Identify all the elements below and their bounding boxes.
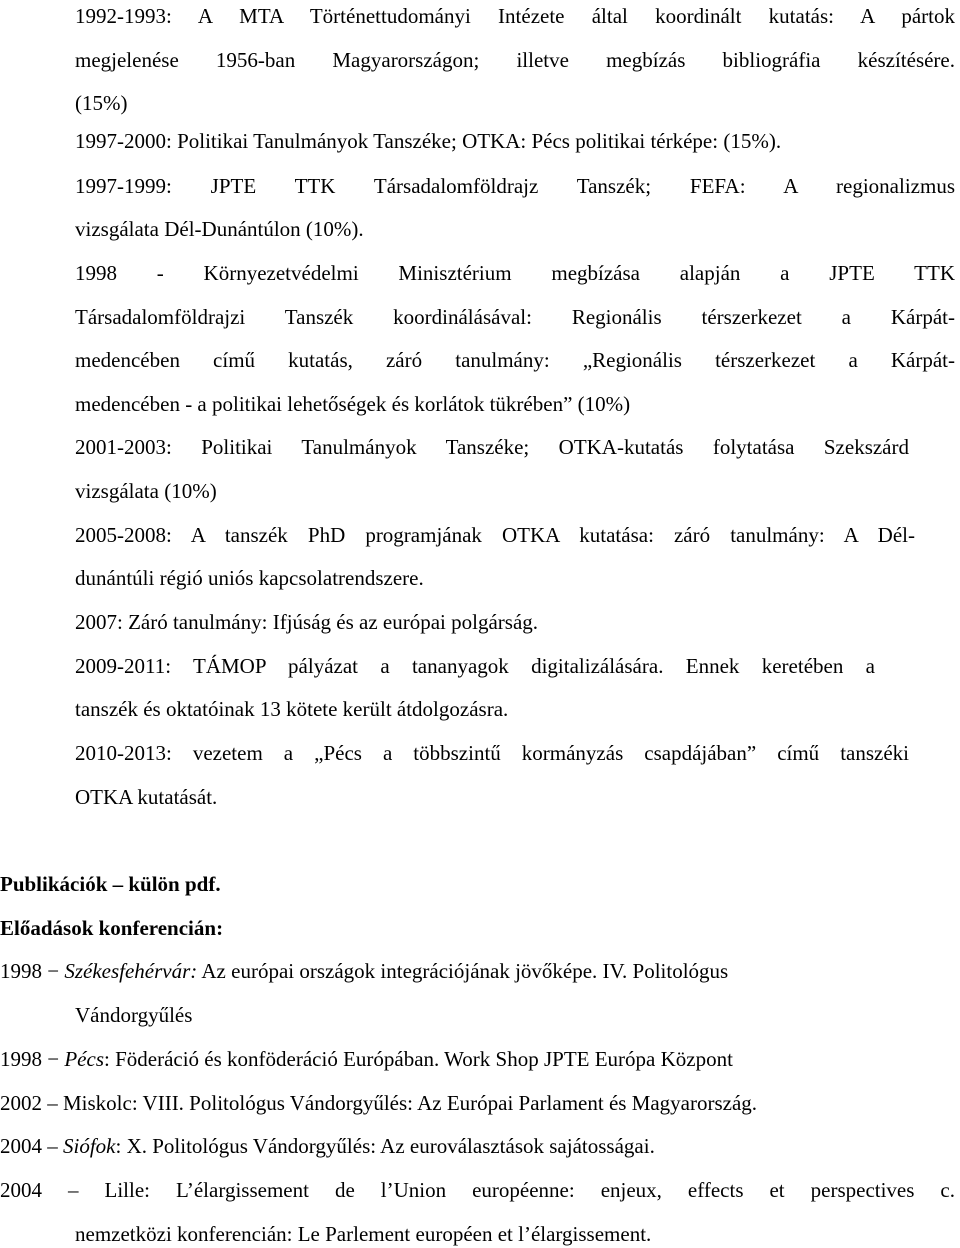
conference-1-line-2: Vándorgyűlés [75, 1003, 193, 1027]
conference-2 [0, 1046, 733, 1072]
conference-4-place: Siófok [63, 1134, 116, 1158]
conference-4 [0, 1133, 655, 1159]
project-3-line-2: vizsgálata Dél-Dunántúlon (10%). [75, 217, 364, 241]
project-5-line-2: vizsgálata (10%) [75, 479, 217, 503]
conference-1-place: Székesfehérvár: [64, 959, 198, 983]
project-9-line-2: OTKA kutatását. [75, 785, 218, 809]
conference-1-prefix: 1998 − [0, 959, 65, 983]
conference-1-title: Az európai országok integrációjának jövőképe. IV. Politológus [197, 959, 729, 983]
project-4-line-1: 1998 - Környezetvédelmi Minisztérium megbízása alapján a JPTE TTK [75, 261, 955, 285]
project-4-line-3: medencében című kutatás, záró tanulmány: „Regionális térszerkezet a Kárpát- [75, 348, 955, 372]
project-2: 1997-2000: Politikai Tanulmányok Tanszéke; OTKA: Pécs politikai térképe: (15%). [75, 129, 782, 153]
project-5-line-1: 2001-2003: Politikai Tanulmányok Tanszéke; OTKA-kutatás folytatása Szekszárd [75, 435, 909, 459]
project-6-line-2: dunántúli régió uniós kapcsolatrendszere. [75, 566, 424, 590]
conference-3: 2002 – Miskolc: VIII. Politológus Vándorgyűlés: Az Európai Parlament és Magyarország. [0, 1091, 758, 1115]
conference-5-line-1: 2004 – Lille: L’élargissement de l’Union européenne: enjeux, effects et perspectives c. [0, 1178, 955, 1202]
project-4-line-4: medencében - a politikai lehetőségek és korlátok tükrében” (10%) [75, 392, 631, 416]
project-6-line-1: 2005-2008: A tanszék PhD programjának OTKA kutatása: záró tanulmány: A Dél- [75, 523, 915, 547]
conference-4-prefix: 2004 – [0, 1134, 63, 1158]
conferences-heading: Előadások konferencián: [0, 916, 224, 940]
project-8-line-1: 2009-2011: TÁMOP pályázat a tananyagok digitalizálására. Ennek keretében a [75, 654, 875, 678]
project-8-line-2: tanszék és oktatóinak 13 kötete került átdolgozásra. [75, 697, 509, 721]
conference-4-title: : X. Politológus Vándorgyűlés: Az euroválasztások sajátosságai. [115, 1134, 655, 1158]
publications-heading: Publikációk – külön pdf. [0, 872, 221, 896]
conference-1-line-1 [0, 958, 728, 984]
conference-5-line-2: nemzetközi konferencián: Le Parlement européen et l’élargissement. [75, 1222, 652, 1246]
project-7: 2007: Záró tanulmány: Ifjúság és az európai polgárság. [75, 610, 539, 634]
conference-2-title: : Föderáció és konföderáció Európában. Work Shop JPTE Európa Központ [104, 1047, 733, 1071]
project-1-line-1: 1992-1993: A MTA Történettudományi Intézete által koordinált kutatás: A pártok [75, 4, 955, 28]
conference-2-prefix: 1998 − [0, 1047, 65, 1071]
project-1-line-3: (15%) [75, 91, 128, 115]
project-1-line-2: megjelenése 1956-ban Magyarországon; illetve megbízás bibliográfia készítésére. [75, 48, 955, 72]
project-9-line-1: 2010-2013: vezetem a „Pécs a többszintű kormányzás csapdájában” című tanszéki [75, 741, 909, 765]
project-4-line-2: Társadalomföldrajzi Tanszék koordinálásával: Regionális térszerkezet a Kárpát- [75, 305, 955, 329]
conference-2-place: Pécs [64, 1047, 104, 1071]
project-3-line-1: 1997-1999: JPTE TTK Társadalomföldrajz Tanszék; FEFA: A regionalizmus [75, 174, 955, 198]
